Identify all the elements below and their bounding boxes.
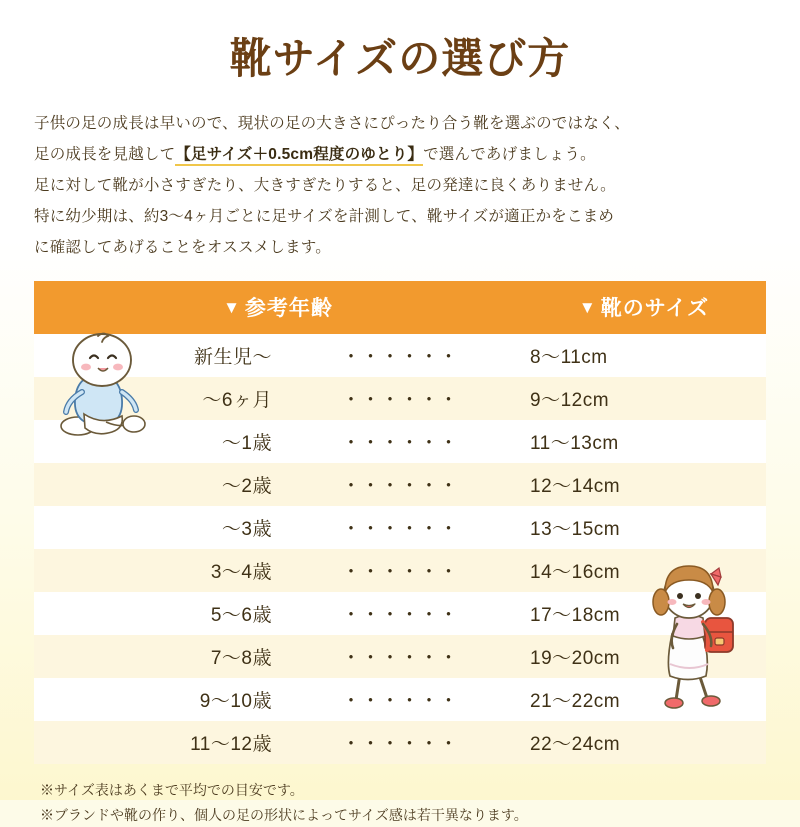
intro-line-3: 足に対して靴が小さすぎたり、大きすぎたりすると、足の発達に良くありません。	[34, 170, 766, 201]
cell-dots: ・・・・・・	[278, 678, 522, 721]
cell-age: 〜6ヶ月	[34, 377, 278, 420]
page-title: 靴サイズの選び方	[0, 0, 800, 86]
schoolgirl-illustration	[625, 552, 760, 717]
cell-age: 〜3歳	[34, 506, 278, 549]
cell-dots: ・・・・・・	[278, 463, 522, 506]
cell-size: 11〜13cm	[522, 420, 766, 463]
table-row	[34, 721, 766, 764]
cell-dots: ・・・・・・	[278, 420, 522, 463]
cell-size: 9〜12cm	[522, 377, 766, 420]
baby-illustration	[48, 330, 158, 445]
intro-line-2-post: で選んであげましょう。	[423, 146, 596, 163]
cell-age: 〜1歳	[34, 420, 278, 463]
cell-age: 〜2歳	[34, 463, 278, 506]
intro-paragraph	[34, 108, 766, 263]
cell-age: 新生児〜	[34, 334, 278, 377]
cell-age: 11〜12歳	[34, 721, 278, 764]
footnotes	[40, 778, 760, 827]
footnote-2: ※ブランドや靴の作り、個人の足の形状によってサイズ感は若干異なります。	[40, 803, 760, 827]
cell-size: 22〜24cm	[522, 721, 766, 764]
intro-line-2	[34, 139, 766, 170]
header-label-size: 靴のサイズ	[601, 297, 709, 320]
header-cell-age	[34, 281, 522, 334]
intro-line-2-pre: 足の成長を見越して	[34, 146, 175, 163]
table-row	[34, 463, 766, 506]
intro-line-1: 子供の足の成長は早いので、現状の足の大きさにぴったり合う靴を選ぶのではなく、	[34, 108, 766, 139]
intro-line-5: に確認してあげることをオススメします。	[34, 232, 766, 263]
cell-size: 14〜16cm	[522, 549, 766, 592]
size-table-head	[34, 281, 766, 334]
cell-age: 5〜6歳	[34, 592, 278, 635]
cell-dots: ・・・・・・	[278, 549, 522, 592]
header-label-age: 参考年齢	[245, 297, 333, 320]
cell-dots: ・・・・・・	[278, 506, 522, 549]
cell-dots: ・・・・・・	[278, 334, 522, 377]
triangle-icon-age: ▼	[223, 298, 241, 317]
cell-size: 8〜11cm	[522, 334, 766, 377]
cell-dots: ・・・・・・	[278, 635, 522, 678]
footnote-1: ※サイズ表はあくまで平均での目安です。	[40, 778, 760, 803]
cell-dots: ・・・・・・	[278, 377, 522, 420]
header-cell-size	[522, 281, 766, 334]
cell-size: 12〜14cm	[522, 463, 766, 506]
table-row	[34, 506, 766, 549]
cell-size: 17〜18cm	[522, 592, 766, 635]
cell-age: 9〜10歳	[34, 678, 278, 721]
intro-highlight: 【足サイズ＋0.5cm程度のゆとり】	[175, 146, 423, 166]
size-table-header-row	[34, 281, 766, 334]
cell-size: 21〜22cm	[522, 678, 766, 721]
cell-dots: ・・・・・・	[278, 721, 522, 764]
cell-size: 19〜20cm	[522, 635, 766, 678]
cell-age: 3〜4歳	[34, 549, 278, 592]
triangle-icon-size: ▼	[579, 298, 597, 317]
intro-line-4: 特に幼少期は、約3〜4ヶ月ごとに足サイズを計測して、靴サイズが適正かをこまめ	[34, 201, 766, 232]
cell-age: 7〜8歳	[34, 635, 278, 678]
cell-dots: ・・・・・・	[278, 592, 522, 635]
cell-size: 13〜15cm	[522, 506, 766, 549]
